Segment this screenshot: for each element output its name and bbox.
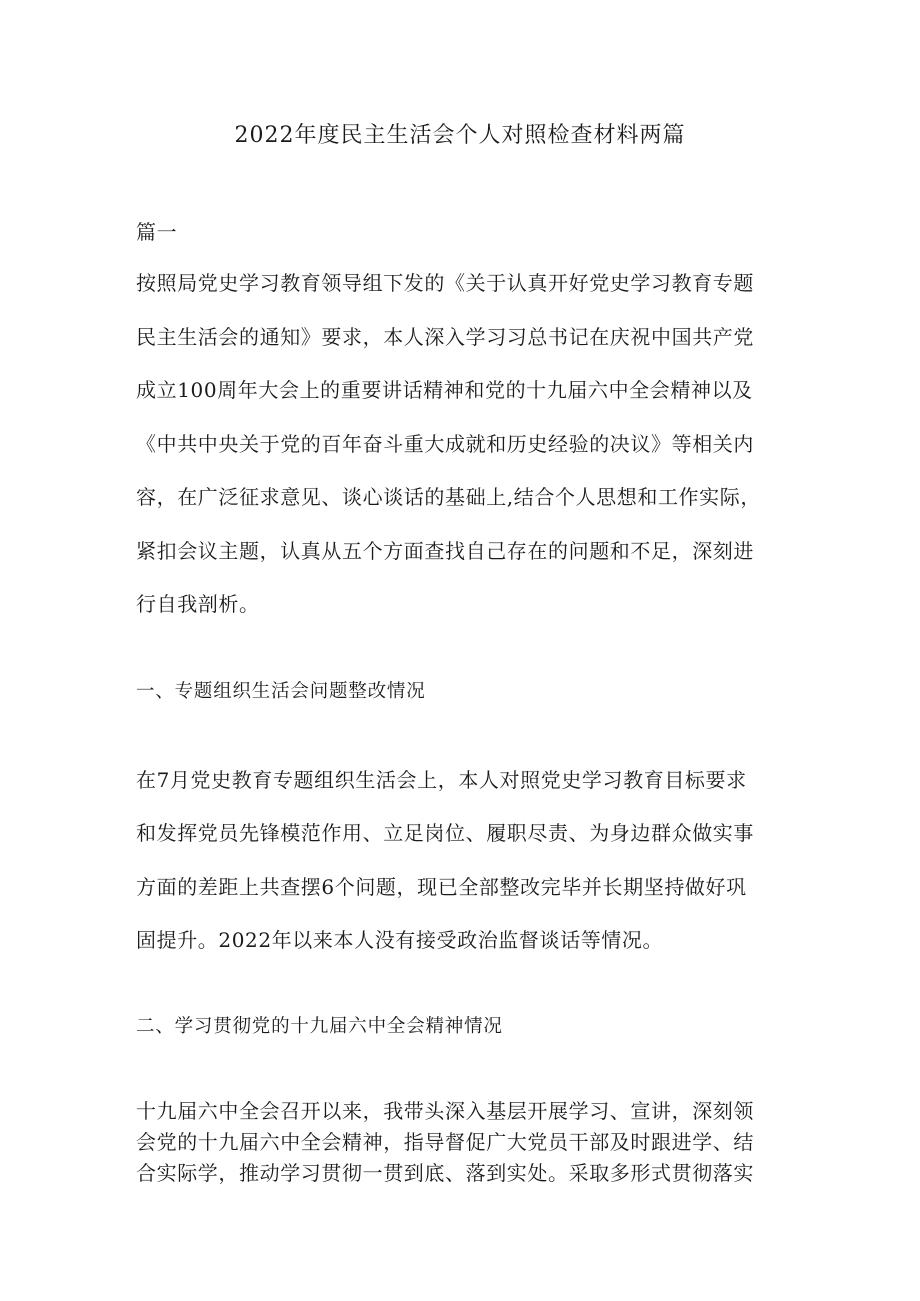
intro-line: 成立100周年大会上的重要讲话精神和党的十九届六中全会精神以及 (136, 378, 753, 402)
section-1-line: 在7月党史教育专题组织生活会上，本人对照党史学习教育目标要求 (136, 768, 747, 792)
part-label: 篇一 (136, 220, 178, 244)
section-1-line: 方面的差距上共查摆6个问题，现已全部整改完毕并长期坚持做好巩 (136, 875, 747, 899)
section-1-line: 固提升。2022年以来本人没有接受政治监督谈话等情况。 (136, 928, 664, 952)
intro-line: 行自我剖析。 (136, 592, 260, 616)
section-heading-1: 一、专题组织生活会问题整改情况 (136, 681, 426, 702)
intro-line: 紧扣会议主题，认真从五个方面查找自己存在的问题和不足，深刻进 (136, 539, 754, 563)
section-1-line: 和发挥党员先锋模范作用、立足岗位、履职尽责、为身边群众做实事 (136, 821, 754, 845)
section-2-line: 十九届六中全会召开以来，我带头深入基层开展学习、宣讲，深刻领 (136, 1099, 754, 1123)
intro-line: 按照局党史学习教育领导组下发的《关于认真开好党史学习教育专题 (136, 271, 754, 295)
intro-line: 容，在广泛征求意见、谈心谈话的基础上,结合个人思想和工作实际， (136, 485, 761, 509)
section-heading-2: 二、学习贯彻党的十九届六中全会精神情况 (136, 1016, 503, 1037)
intro-line: 《中共中央关于党的百年奋斗重大成就和历史经验的决议》等相关内 (136, 432, 754, 456)
section-2-line: 会党的十九届六中全会精神，指导督促广大党员干部及时跟进学、结 (136, 1130, 754, 1154)
document-title: 2022年度民主生活会个人对照检查材料两篇 (234, 123, 686, 148)
intro-line: 民主生活会的通知》要求，本人深入学习习总书记在庆祝中国共产党 (136, 325, 754, 349)
section-2-line: 合实际学，推动学习贯彻一贯到底、落到实处。采取多形式贯彻落实 (136, 1161, 754, 1185)
